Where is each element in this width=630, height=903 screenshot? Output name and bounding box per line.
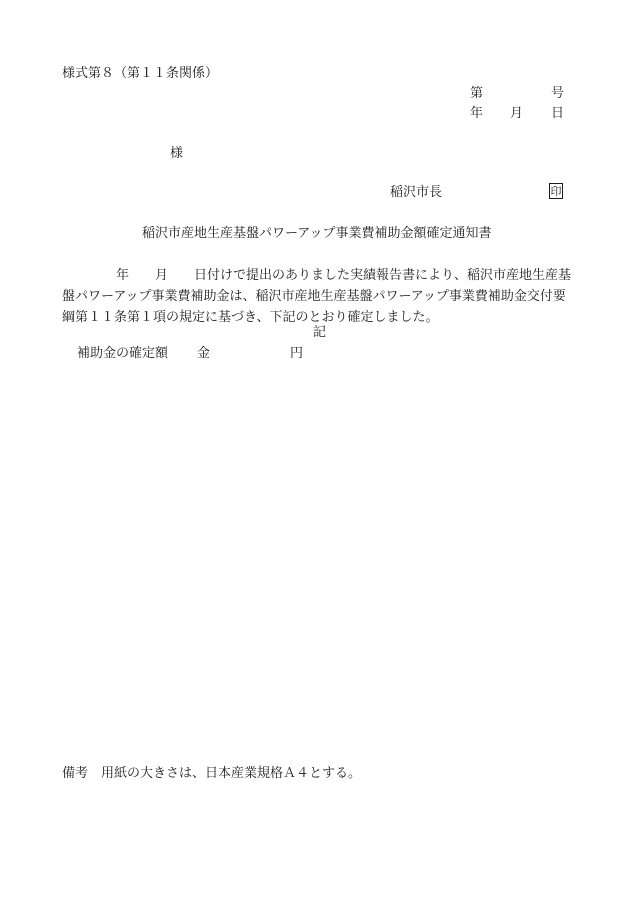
body-line-1-text: 日付けで提出のありました実績報告書により、稲沢市産地生産基: [194, 268, 572, 283]
number-suffix: 号: [551, 86, 565, 101]
form-number-label: 様式第８（第１１条関係）: [62, 66, 219, 81]
date-day: 日: [551, 106, 565, 121]
document-date: [470, 107, 564, 121]
document-number: [470, 87, 564, 101]
seal-mark: 印: [550, 184, 562, 198]
amount-kin: 金: [197, 346, 211, 361]
body-line-2: 盤パワーアップ事業費補助金は、稲沢市産地生産基盤パワーアップ事業費補助金交付要: [62, 289, 566, 304]
issuer-name: 稲沢市長: [390, 185, 443, 200]
body-line-3: 綱第１１条第１項の規定に基づき、下記のとおり確定しました。: [62, 310, 439, 325]
date-month: 月: [510, 106, 524, 121]
addressee-honorific: 様: [170, 146, 184, 161]
body-line-1: [62, 265, 578, 286]
body-year: 年: [116, 268, 130, 283]
number-prefix: 第: [470, 86, 484, 101]
amount-yen: 円: [290, 346, 304, 361]
ki-marker: 記: [313, 325, 327, 340]
confirmed-amount-row: [77, 347, 337, 361]
document-title: 稲沢市産地生産基盤パワーアップ事業費補助金額確定通知書: [142, 226, 492, 241]
body-month: 月: [155, 268, 169, 283]
date-year: 年: [470, 106, 484, 121]
remarks-note: 備考 用紙の大きさは、日本産業規格Ａ４とする。: [62, 766, 362, 781]
body-paragraph: [62, 265, 578, 328]
amount-label: 補助金の確定額: [77, 346, 169, 361]
